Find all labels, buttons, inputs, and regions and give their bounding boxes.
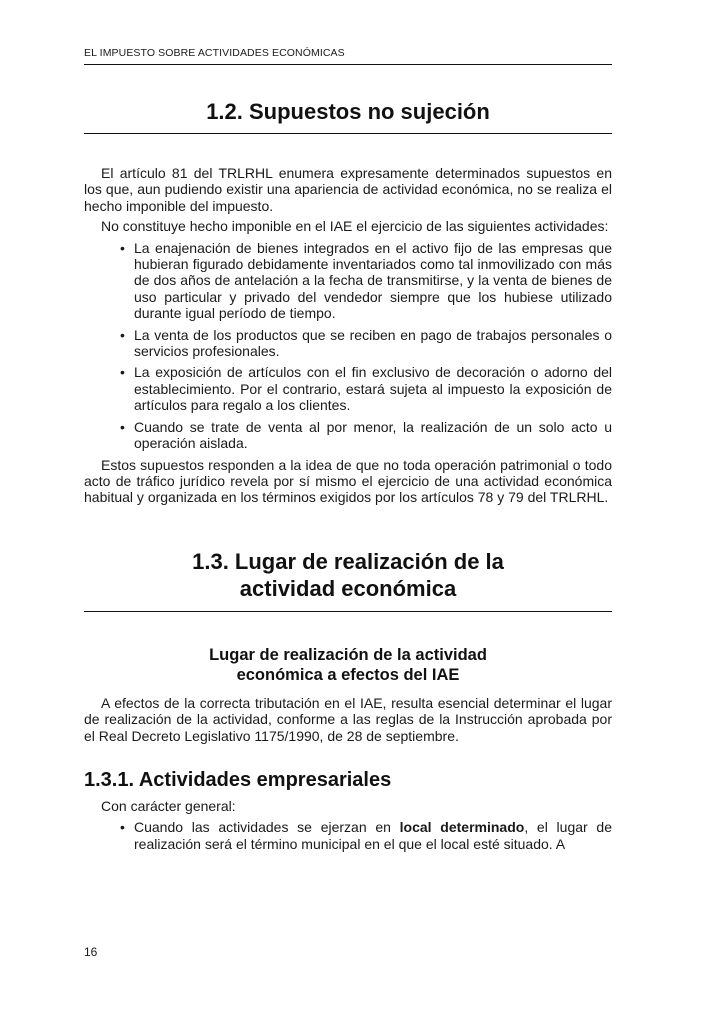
section-1-3-subtitle <box>84 645 612 685</box>
bullet-glyph: • <box>120 819 125 836</box>
running-header: EL IMPUESTO SOBRE ACTIVIDADES ECONÓMICAS <box>84 47 612 65</box>
bullet-glyph: • <box>120 326 125 343</box>
section-1-2-paragraph-2: No constituye hecho imponible en el IAE el ejercicio de las siguientes actividades: <box>101 218 609 235</box>
section-1-3-title <box>84 548 612 612</box>
section-1-2-paragraph-3: Estos supuestos responden a la idea de que no toda operación patrimonial o todo acto de tráfico jurídico revela por sí mismo el ejercicio de una actividad económica habitual y organizada en los términos exigidos por los artículos 78 y 79 del TRLRHL. <box>84 456 612 506</box>
list-item-text: La exposición de artículos con el fin exclusivo de decoración o adorno del establecimiento. Por el contrario, estará sujeta al impuesto la exposición de artículos para regalo a los clientes. <box>134 364 612 414</box>
list-item <box>84 240 612 322</box>
bullet-glyph: • <box>120 239 125 256</box>
list-item-bold-term: local determinado <box>399 819 525 836</box>
section-1-3-subtitle-line-2: económica a efectos del IAE <box>236 665 460 684</box>
list-item <box>84 327 612 360</box>
page-number: 16 <box>84 945 98 959</box>
list-item <box>84 364 612 413</box>
list-item <box>84 819 612 852</box>
non-subject-activities-list <box>84 240 612 452</box>
section-1-3-paragraph-1: A efectos de la correcta tributación en el IAE, resulta esencial determinar el lugar de realización de la actividad, conforme a las reglas de la Instrucción aprobada por el Real Decreto Legislativo 1175/1990, de 28 de septiembre. <box>84 694 612 744</box>
list-item-text-before: Cuando las actividades se ejerzan en <box>134 819 400 836</box>
bullet-glyph: • <box>120 418 125 435</box>
section-1-3-title-line-1: 1.3. Lugar de realización de la <box>192 548 504 574</box>
section-1-3-title-line-2: actividad económica <box>239 575 457 601</box>
list-item-text-after: , el lugar de realización será el término municipal en el que el local esté situado. A <box>134 819 612 852</box>
bullet-glyph: • <box>120 364 125 381</box>
list-item <box>84 419 612 452</box>
section-1-3-1-title: 1.3.1. Actividades empresariales <box>84 768 392 791</box>
page-content <box>84 0 612 857</box>
section-1-2-paragraph-1: El artículo 81 del TRLRHL enumera expresamente determinados supuestos en los que, aun pudiendo existir una apariencia de actividad económica, no se realiza el hecho imponible del impuesto. <box>84 165 612 214</box>
list-item-text: La venta de los productos que se reciben en pago de trabajos personales o servicios profesionales. <box>134 326 612 360</box>
section-1-3-1-intro: Con carácter general: <box>101 797 236 814</box>
section-1-3-subtitle-line-1: Lugar de realización de la actividad <box>209 645 487 664</box>
section-1-2-title: 1.2. Supuestos no sujeción <box>84 98 612 134</box>
business-activities-list <box>84 819 612 852</box>
list-item-text: La enajenación de bienes integrados en el activo fijo de las empresas que hubieran figurado debidamente inventariados como tal inmovilizado con más de dos años de antelación a la fecha de transmitirse, y la venta de bienes de uso particular y privado del vendedor siempre que los hubiese utilizado durante igual período de tiempo. <box>134 239 612 322</box>
list-item-text: Cuando se trate de venta al por menor, la realización de un solo acto u operación aislada. <box>134 418 612 452</box>
